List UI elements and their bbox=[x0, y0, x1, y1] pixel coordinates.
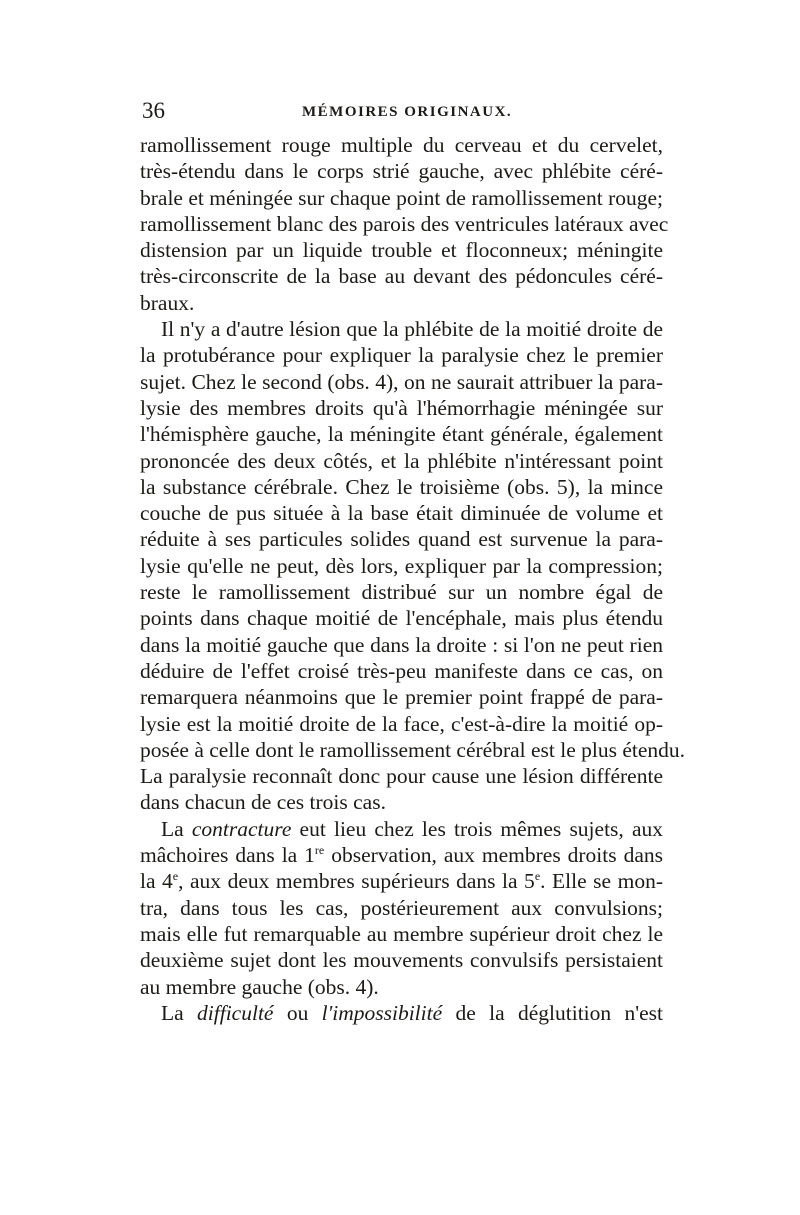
text-line: lysie est la moitié droite de la face, c'est-à-dire la moitié op- bbox=[140, 711, 663, 736]
text-line: dans chacun de ces trois cas. bbox=[140, 790, 386, 815]
paragraph bbox=[140, 316, 686, 816]
text-line: réduite à ses particules solides quand est survenue la para- bbox=[140, 527, 663, 552]
text-line: La paralysie reconnaît donc pour cause une lésion différente bbox=[140, 764, 663, 789]
text-line bbox=[140, 816, 663, 842]
text-line bbox=[140, 868, 663, 894]
text-line: mais elle fut remarquable au membre supérieur droit chez le bbox=[140, 921, 663, 946]
text-run: . Elle se mon- bbox=[540, 869, 663, 894]
text-line: dans la moitié gauche que dans la droite : si l'on ne peut rien bbox=[140, 632, 663, 657]
italic-term: difficulté bbox=[197, 1000, 274, 1025]
text-line: remarquera néanmoins que le premier point frappé de para- bbox=[140, 685, 663, 710]
text-line: la substance cérébrale. Chez le troisième (obs. 5), la mince bbox=[140, 474, 663, 499]
paragraph bbox=[140, 1000, 663, 1026]
text-line: prononcée des deux côtés, et la phlébite n'intéressant point bbox=[140, 448, 663, 473]
text-line: lysie des membres droits qu'à l'hémorrhagie méningée sur bbox=[140, 395, 663, 420]
text-line: tra, dans tous les cas, postérieurement aux convulsions; bbox=[140, 895, 663, 920]
superscript: e bbox=[534, 869, 541, 884]
text-line: déduire de l'effet croisé très-peu manifeste dans ce cas, on bbox=[140, 658, 663, 683]
text-line bbox=[140, 1000, 663, 1026]
text-line: très-circonscrite de la base au devant des pédoncules céré- bbox=[140, 264, 663, 289]
text-line: braux. bbox=[140, 290, 195, 315]
text-line: deuxième sujet dont les mouvements convulsifs persistaient bbox=[140, 948, 663, 973]
text-run: ou bbox=[273, 1000, 322, 1025]
text-line: sujet. Chez le second (obs. 4), on ne saurait attribuer la para- bbox=[140, 369, 663, 394]
page-header bbox=[142, 96, 682, 128]
text-run: La bbox=[161, 1000, 198, 1025]
text-line: reste le ramollissement distribué sur un nombre égal de bbox=[140, 580, 663, 605]
text-line: la protubérance pour expliquer la paralysie chez le premier bbox=[140, 343, 663, 368]
text-line: ramollissement blanc des parois des ventricules latéraux avec bbox=[140, 211, 669, 236]
superscript: e bbox=[172, 869, 179, 884]
text-line: l'hémisphère gauche, la méningite étant générale, également bbox=[140, 422, 663, 447]
text-run: , aux deux membres supérieurs dans la 5 bbox=[178, 869, 535, 894]
text-line: posée à celle dont le ramollissement cérébral est le plus étendu. bbox=[140, 737, 686, 762]
italic-term: contracture bbox=[191, 816, 292, 841]
page-number: 36 bbox=[142, 98, 165, 123]
text-line: ramollissement rouge multiple du cerveau et du cervelet, bbox=[140, 133, 663, 157]
italic-term: l'impossibilité bbox=[321, 1000, 443, 1025]
text-line: distension par un liquide trouble et floconneux; méningite bbox=[140, 238, 663, 263]
text-line: brale et méningée sur chaque point de ramollissement rouge; bbox=[140, 185, 663, 210]
body-text bbox=[140, 132, 686, 1026]
text-line bbox=[140, 842, 663, 868]
paragraph bbox=[140, 816, 663, 1000]
text-run: eut lieu chez les trois mêmes sujets, aux bbox=[291, 816, 664, 841]
running-title: MÉMOIRES ORIGINAUX. bbox=[302, 104, 513, 120]
paragraph bbox=[140, 132, 669, 316]
text-line: points dans chaque moitié de l'encéphale, mais plus étendu bbox=[140, 606, 663, 631]
text-line: Il n'y a d'autre lésion que la phlébite de la moitié droite de bbox=[161, 317, 663, 342]
text-run: la 4 bbox=[140, 869, 173, 894]
superscript: re bbox=[314, 843, 325, 858]
text-run: mâchoires dans la 1 bbox=[140, 843, 315, 868]
text-run: La bbox=[161, 816, 192, 841]
text-line: très-étendu dans le corps strié gauche, avec phlébite céré- bbox=[140, 159, 663, 184]
text-run: de la déglutition n'est bbox=[442, 1000, 663, 1025]
text-line: lysie qu'elle ne peut, dès lors, expliquer par la compression; bbox=[140, 553, 663, 578]
text-line: au membre gauche (obs. 4). bbox=[140, 974, 379, 999]
text-run: observation, aux membres droits dans bbox=[324, 843, 663, 868]
text-line: couche de pus située à la base était diminuée de volume et bbox=[140, 501, 663, 526]
